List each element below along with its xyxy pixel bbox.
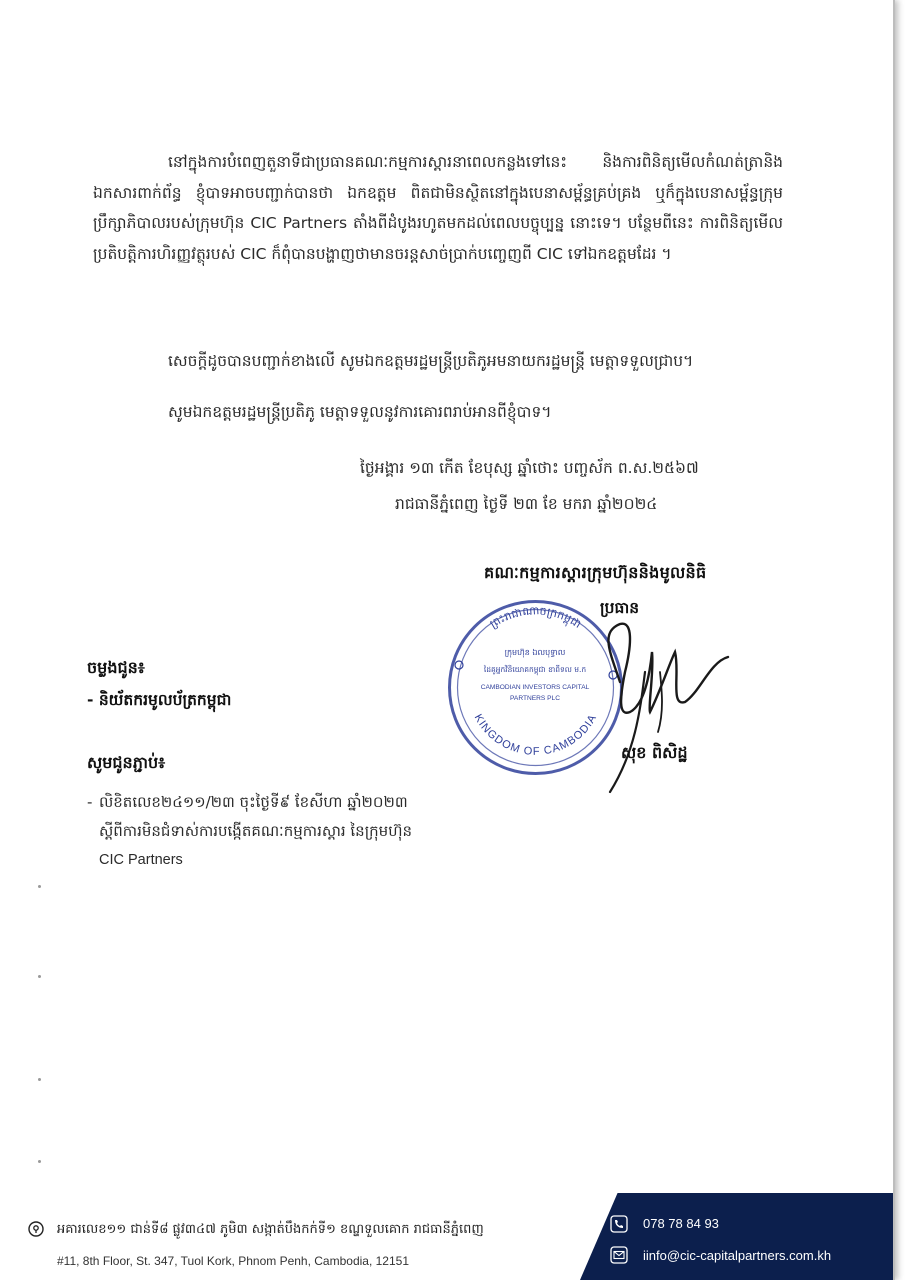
margin-dot [38,1160,41,1163]
signatory-role: ប្រធាន [600,599,640,617]
mail-icon [610,1246,628,1264]
margin-dot [38,1078,41,1081]
seal-khmer-line1: ក្រុមហ៊ុន ឯលបុទ្ធាល [504,648,566,657]
solar-date: រាជធានីភ្នំពេញ ថ្ងៃទី ២៣ ខែ មករា ឆ្នាំ២០២៤ [395,495,658,513]
body-paragraph-1: នៅក្នុងការបំពេញតួនាទីជាប្រធានគណៈកម្មការស្តារនាពេលកន្លងទៅនេះ និងការពិនិត្យមើលកំណត់ត្រានិងឯកសារពាក់ព័ន្ធ ខ្ញុំបាទអាចបញ្ជាក់បានថា ឯកឧត្តម ពិតជាមិនស្ថិតនៅក្នុងបេនាសម្ព័ន្ធគ្រប់គ្រង ឬក៏ក្នុងបេនាសម្ព័ន្ធក្រុមប្រឹក្សាភិបាលរបស់ក្រុមហ៊ុន CIC Partners តាំងពីដំបូងរហូតមកដល់ពេលបច្ចុប្បន្ន នោះទេ។ បន្ថែមពីនេះ ការពិនិត្យមើលប្រតិបត្តិការហិរញ្ញវត្ថុរបស់ CIC ក៏ពុំបានបង្ហាញថាមានចរន្តសាច់ប្រាក់បញ្ចេញពី CIC ទៅឯកឧត្តមដែរ ។ [93,153,783,263]
cc-item: - និយ័តករមូលប័ត្រកម្ពុជា [87,691,232,709]
attachment-title: សូមជូនភ្ជាប់៖ [87,753,166,772]
attachment-item: - លិខិតលេខ២៤១១/២៣ ចុះថ្ងៃទី៩ ខែសីហា ឆ្នាំ២០២៣ ស្តីពីការមិនជំទាស់ការបង្កើតគណៈកម្មការស្តារ នៃក្រុមហ៊ុន CIC Partners [87,788,517,875]
signatory-name: សុខ ពិសិដ្ឋ [621,743,688,762]
seal-en-line2: PARTNERS PLC [510,695,560,702]
attachment-line2: ស្តីពីការមិនជំទាស់ការបង្កើតគណៈកម្មការស្តារ នៃក្រុមហ៊ុន [99,822,413,840]
body-paragraph-3: សូមឯកឧត្តមរដ្ឋមន្ត្រីប្រតិភូ មេត្តាទទួលនូវការគោរពរាប់អានពីខ្ញុំបាទ។ [168,403,552,421]
footer-email[interactable]: iinfo@cic-capitalpartners.com.kh [643,1248,832,1263]
body-paragraph-2: សេចក្តីដូចបានបញ្ជាក់ខាងលើ សូមឯកឧត្តមរដ្ឋមន្ត្រីប្រតិភូអមនាយករដ្ឋមន្ត្រី មេត្តាទទួលជ្រាប។ [168,352,694,370]
lunar-date: ថ្ងៃអង្គារ ១៣ កើត ខែបុស្ស ឆ្នាំថោះ បញ្ចស័ក ព.ស.២៥៦៧ [360,459,699,477]
handwritten-signature [590,612,735,797]
seal-en-line1: CAMBODIAN INVESTORS CAPITAL [480,684,590,691]
seal-khmer-line2: ដៃគូអ្នកវិនិយោគកម្ពុជា ខាពីទល ម.ក [483,665,587,674]
location-icon [28,1221,44,1237]
footer-contact-panel [580,1193,893,1280]
signatory-organization: គណៈកម្មការស្តារក្រុមហ៊ុននិងមូលនិធិ [484,563,707,582]
cc-title: ចម្លងជូន៖ [87,658,145,677]
footer-address-english: #11, 8th Floor, St. 347, Tuol Kork, Phnom Penh, Cambodia, 12151 [57,1254,409,1268]
margin-dot [38,975,41,978]
margin-dot [38,885,41,888]
footer-address-khmer: អគារលេខ១១ ជាន់ទី៨ ផ្លូវ៣៤៧ ភូមិ៣ សង្កាត់បឹងកក់ទី១ ខណ្ឌទួលគោក រាជធានីភ្នំពេញ [57,1222,484,1237]
attachment-line1: លិខិតលេខ២៤១១/២៣ ចុះថ្ងៃទី៩ ខែសីហា ឆ្នាំ២០២៣ [99,793,408,811]
attachment-line3: CIC Partners [99,852,183,868]
phone-icon [610,1215,628,1233]
seal-bottom-text: KINGDOM OF CAMBODIA [471,712,600,758]
seal-top-text: ព្រះរាជាណាចក្រកម្ពុជា [487,604,584,631]
footer-phone[interactable]: 078 78 84 93 [643,1216,719,1231]
